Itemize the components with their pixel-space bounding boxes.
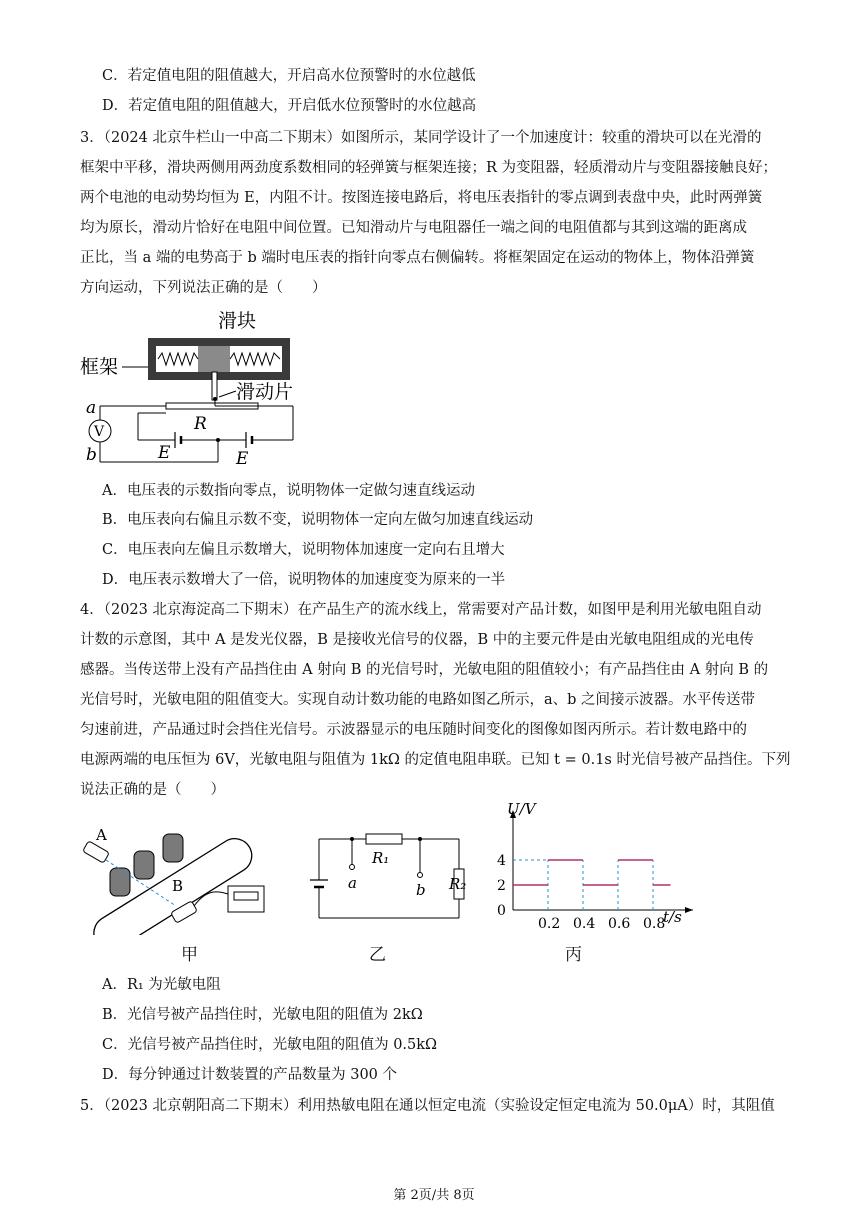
r1-label: R₁ <box>372 849 390 867</box>
q3-option-b: B．电压表向右偏且示数不变，说明物体一定向左做匀加速直线运动 <box>102 512 534 528</box>
q4-stem-line: 感器。当传送带上没有产品挡住由 A 射向 B 的光信号时，光敏电阻的阻值较小；有产品挡住由 A 射向 B 的 <box>80 662 769 678</box>
a-terminal-label: a <box>348 874 357 892</box>
q3-stem-line: 3．（2024 北京牛栏山一中高二下期末）如图所示，某同学设计了一个加速度计：较重的滑块可以在光滑的 <box>80 130 762 146</box>
q3-stem-line: 两个电池的电动势均恒为 E，内阻不计。按图连接电路后，将电压表指针的零点调到表盘中央，此时两弹簧 <box>80 190 763 206</box>
q4-stem-line: 光信号时，光敏电阻的阻值变大。实现自动计数功能的电路如图乙所示，a、b 之间接示波器。水平传送带 <box>80 692 756 708</box>
page-footer: 第 2页/共 8页 <box>393 1188 475 1203</box>
y-tick-label: 0 <box>497 903 506 919</box>
q4-stem-line: 匀速前进，产品通过时会挡住光信号。示波器显示的电压随时间变化的图像如图丙所示。若计数电路中的 <box>80 722 747 738</box>
product <box>163 834 183 862</box>
y-axis-label: U/V <box>507 802 536 818</box>
label-b: B <box>172 877 184 895</box>
product <box>110 868 130 896</box>
x-tick-label: 0.4 <box>573 916 596 932</box>
q2-option-c: C．若定值电阻的阻值越大，开启高水位预警时的水位越低 <box>102 68 476 84</box>
x-axis-arrow <box>685 907 693 913</box>
q4-stem-line: 4．（2023 北京海淀高二下期末）在产品生产的流水线上，常需要对产品计数，如图甲是利用光敏电阻自动 <box>80 602 762 618</box>
conveyor-figure <box>76 820 276 935</box>
frame-label: 框架 <box>80 356 119 378</box>
voltage-time-chart <box>478 802 693 932</box>
q4-option-a: A．R₁ 为光敏电阻 <box>102 977 221 993</box>
voltmeter-label: V <box>94 424 105 440</box>
q4-option-d: D．每分钟通过计数装置的产品数量为 300 个 <box>102 1067 398 1083</box>
x-axis-label: t/s <box>663 908 682 926</box>
slider-rod <box>212 372 217 400</box>
label-a: A <box>96 826 107 844</box>
q3-stem-line: 正比，当 a 端的电势高于 b 端时电压表的指针向零点右侧偏转。将框架固定在运动的物体上，物体沿弹簧 <box>80 250 755 266</box>
e1-label: E <box>158 443 171 463</box>
q3-option-d: D．电压表示数增大了一倍，说明物体的加速度变为原来的一半 <box>102 572 506 588</box>
q4-option-c: C．光信号被产品挡住时，光敏电阻的阻值为 0.5kΩ <box>102 1037 438 1053</box>
y-tick-label: 2 <box>497 878 506 894</box>
q4-stem-line: 说法正确的是（ ） <box>80 782 225 798</box>
slider-block <box>198 346 230 372</box>
figure-label-jia: 甲 <box>181 945 198 965</box>
q3-stem-line: 方向运动，下列说法正确的是（ ） <box>80 280 327 296</box>
sliding-piece-label: 滑动片 <box>236 381 294 403</box>
slider-label: 滑块 <box>218 310 257 332</box>
accelerometer-figure <box>78 305 308 470</box>
r2-label: R₂ <box>449 875 467 893</box>
q2-option-d: D．若定值电阻的阻值越大，开启低水位预警时的水位越高 <box>102 98 477 114</box>
q3-option-a: A．电压表的示数指向零点，说明物体一定做匀速直线运动 <box>102 483 475 499</box>
x-tick-label: 0.8 <box>643 916 666 932</box>
emitter-a <box>83 841 110 863</box>
resistor-r1 <box>366 834 402 844</box>
q4-option-b: B．光信号被产品挡住时，光敏电阻的阻值为 2kΩ <box>102 1007 423 1023</box>
b-terminal-label: b <box>416 881 426 899</box>
q3-stem-line: 均为原长，滑动片恰好在电阻中间位置。已知滑动片与电阻器任一端之间的电阻值都与其到这端的距离成 <box>80 220 747 236</box>
q5-stem-line: 5．（2023 北京朝阳高二下期末）利用热敏电阻在通以恒定电流（实验设定恒定电流为 50.0μA）时，其阻值 <box>80 1098 775 1114</box>
product <box>134 851 154 879</box>
q4-stem-line: 电源两端的电压恒为 6V，光敏电阻与阻值为 1kΩ 的定值电阻串联。已知 t = 0.1s 时光信号被产品挡住。下列 <box>80 752 791 768</box>
x-tick-label: 0.2 <box>538 916 561 932</box>
counting-circuit <box>304 825 474 925</box>
e2-label: E <box>236 449 249 469</box>
figure-label-yi: 乙 <box>369 945 386 965</box>
y-tick-label: 4 <box>497 853 506 869</box>
r-label: R <box>194 414 207 434</box>
a-label: a <box>86 398 97 418</box>
q3-option-c: C．电压表向左偏且示数增大，说明物体加速度一定向右且增大 <box>102 542 505 558</box>
q3-stem-line: 框架中平移，滑块两侧用两劲度系数相同的轻弹簧与框架连接；R 为变阻器，轻质滑动片与变阻器接触良好； <box>80 160 778 176</box>
b-label: b <box>86 445 97 465</box>
figure-label-bing: 丙 <box>565 945 582 965</box>
x-tick-label: 0.6 <box>608 916 631 932</box>
q4-stem-line: 计数的示意图，其中 A 是发光仪器，B 是接收光信号的仪器，B 中的主要元件是由光敏电阻组成的光电传 <box>80 632 754 648</box>
